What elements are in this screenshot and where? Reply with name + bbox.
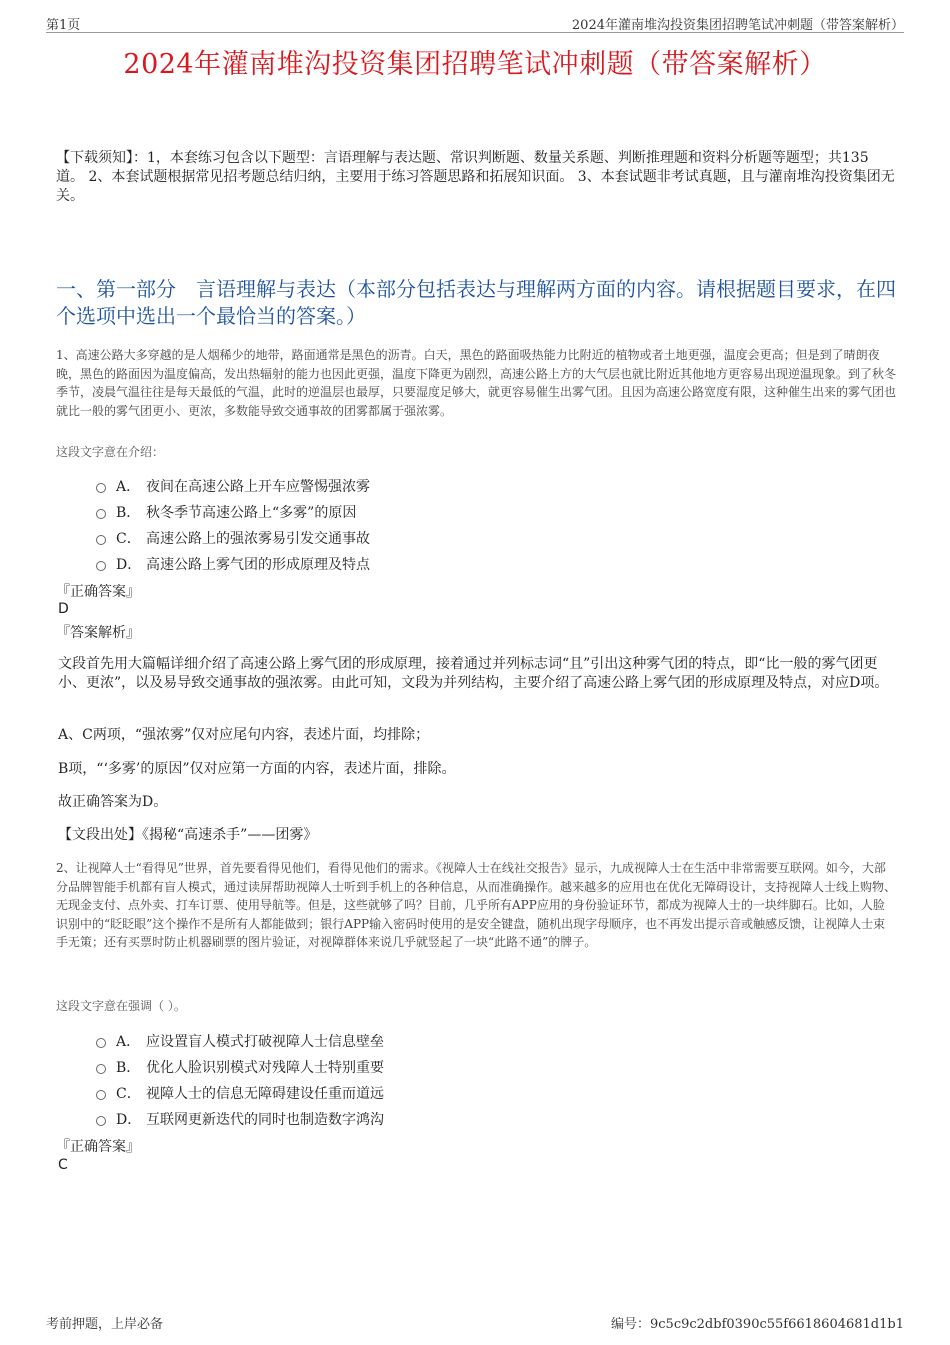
option-letter: A． [116, 1034, 141, 1050]
option-letter: D． [116, 557, 142, 573]
q1-analysis-paragraph: 故正确答案为D。 [58, 794, 168, 810]
option-text: 应设置盲人模式打破视障人士信息壁垒 [146, 1034, 384, 1050]
radio-icon[interactable] [96, 509, 106, 519]
q2-answer-label: 『正确答案』 [56, 1139, 140, 1155]
radio-icon[interactable] [96, 1038, 106, 1048]
page-number: 第1页 [46, 18, 81, 33]
q1-source: 【文段出处】《揭秘“高速杀手”——团雾》 [58, 827, 318, 843]
q1-passage: 1、高速公路大多穿越的是人烟稀少的地带，路面通常是黑色的沥青。白天，黑色的路面吸热能力比附近的植物或者土地更强，温度会更高；但是到了晴朗夜晚，黑色的路面因为温度偏高，发出热辐射的能力也因此更强，温度下降更为剧烈，高速公路上方的大气层也就比附近其他地方更容易出现逆温现象。到了秋冬季节，凌晨气温往往是每天最低的气温，此时的逆温层也最厚，只要湿度足够大，就更容易催生出雾气团。且因为高速公路宽度有限，这种催生出来的雾气团也就比一般的雾气团更小、更浓，多数能导致交通事故的团雾都属于强浓雾。 [56, 348, 897, 418]
q2-option-d[interactable] [96, 1109, 384, 1129]
q2-prompt: 这段文字意在强调（ ）。 [56, 999, 186, 1013]
radio-icon[interactable] [96, 1116, 106, 1126]
q2-passage: 2、让视障人士“看得见”世界，首先要看得见他们，看得见他们的需求。《视障人士在线社交报告》显示，九成视障人士在生活中非常需要互联网。如今，大部分品牌智能手机都有盲人模式，通过读屏帮助视障人士听到手机上的各种信息，从而准确操作。越来越多的应用也在优化无障碍设计，支持视障人士线上购物、无现金支付、点外卖、打车订票、使用导航等。但是，这些就够了吗？目前，几乎所有APP应用的身份验证环节，都成为视障人士的一块绊脚石。比如，人脸识别中的“眨眨眼”这个操作不是所有人都能做到；银行APP输入密码时使用的是安全键盘，随机出现字母顺序，也不再发出提示音或触感反馈，让视障人士束手无策；还有买票时防止机器刷票的图片验证，对视障群体来说几乎就竖起了一块“此路不通”的牌子。 [56, 861, 897, 949]
option-letter: A． [116, 479, 141, 495]
option-text: 高速公路上的强浓雾易引发交通事故 [146, 531, 370, 547]
radio-icon[interactable] [96, 561, 106, 571]
page-title: 2024年灌南堆沟投资集团招聘笔试冲刺题（带答案解析） [123, 49, 827, 80]
footer-slogan: 考前押题，上岸必备 [46, 1317, 164, 1332]
option-text: 夜间在高速公路上开车应警惕强浓雾 [146, 479, 370, 495]
option-text: 秋冬季节高速公路上“多雾”的原因 [146, 505, 357, 521]
q1-answer: D [58, 601, 69, 617]
option-text: 优化人脸识别模式对残障人士特别重要 [146, 1060, 384, 1076]
q1-option-d[interactable] [96, 554, 370, 574]
q2-option-c[interactable] [96, 1083, 384, 1103]
q1-answer-label: 『正确答案』 [56, 584, 140, 600]
option-text: 互联网更新迭代的同时也制造数字鸿沟 [146, 1112, 384, 1128]
radio-icon[interactable] [96, 483, 106, 493]
option-text: 高速公路上雾气团的形成原理及特点 [146, 557, 370, 573]
option-text: 视障人士的信息无障碍建设任重而道远 [146, 1086, 384, 1102]
radio-icon[interactable] [96, 535, 106, 545]
header-divider [46, 32, 904, 33]
q1-analysis-paragraph: A、C两项，“强浓雾”仅对应尾句内容，表述片面，均排除； [58, 727, 430, 743]
option-letter: B． [116, 505, 141, 521]
footer-doc-id: 编号：9c5c9c2dbf0390c55f6618604681d1b1 [611, 1317, 904, 1332]
q1-option-a[interactable] [96, 476, 370, 496]
option-letter: D． [116, 1112, 142, 1128]
option-letter: C． [116, 1086, 141, 1102]
q1-analysis-paragraph: B项，“‘多雾’的原因”仅对应第一方面的内容，表述片面，排除。 [58, 761, 456, 777]
option-letter: B． [116, 1060, 141, 1076]
download-notice: 【下载须知】：1，本套练习包含以下题型：言语理解与表达题、常识判断题、数量关系题、判断推理题和资料分析题等题型；共135道。 2、本套试题根据常见招考题总结归纳，主要用于练习答题思路和拓展知识面。 3、本套试题非考试真题，且与灌南堆沟投资集团无关。 [56, 150, 895, 204]
q1-analysis-label: 『答案解析』 [56, 625, 140, 641]
option-letter: C． [116, 531, 141, 547]
q2-answer: C [58, 1157, 68, 1173]
radio-icon[interactable] [96, 1064, 106, 1074]
header-doc-title: 2024年灌南堆沟投资集团招聘笔试冲刺题（带答案解析） [571, 18, 904, 33]
radio-icon[interactable] [96, 1090, 106, 1100]
q1-option-c[interactable] [96, 528, 370, 548]
section-heading: 一、第一部分 言语理解与表达（本部分包括表达与理解两方面的内容。请根据题目要求，在四个选项中选出一个最恰当的答案。） [56, 277, 896, 328]
q2-option-a[interactable] [96, 1031, 384, 1051]
q1-prompt: 这段文字意在介绍： [56, 445, 165, 459]
q1-option-b[interactable] [96, 502, 356, 522]
q1-analysis-paragraph: 文段首先用大篇幅详细介绍了高速公路上雾气团的形成原理，接着通过并列标志词“且”引出这种雾气团的特点，即“比一般的雾气团更小、更浓”，以及易导致交通事故的强浓雾。由此可知，文段为并列结构，主要介绍了高速公路上雾气团的形成原理及特点，对应D项。 [58, 656, 889, 691]
q2-option-b[interactable] [96, 1057, 384, 1077]
